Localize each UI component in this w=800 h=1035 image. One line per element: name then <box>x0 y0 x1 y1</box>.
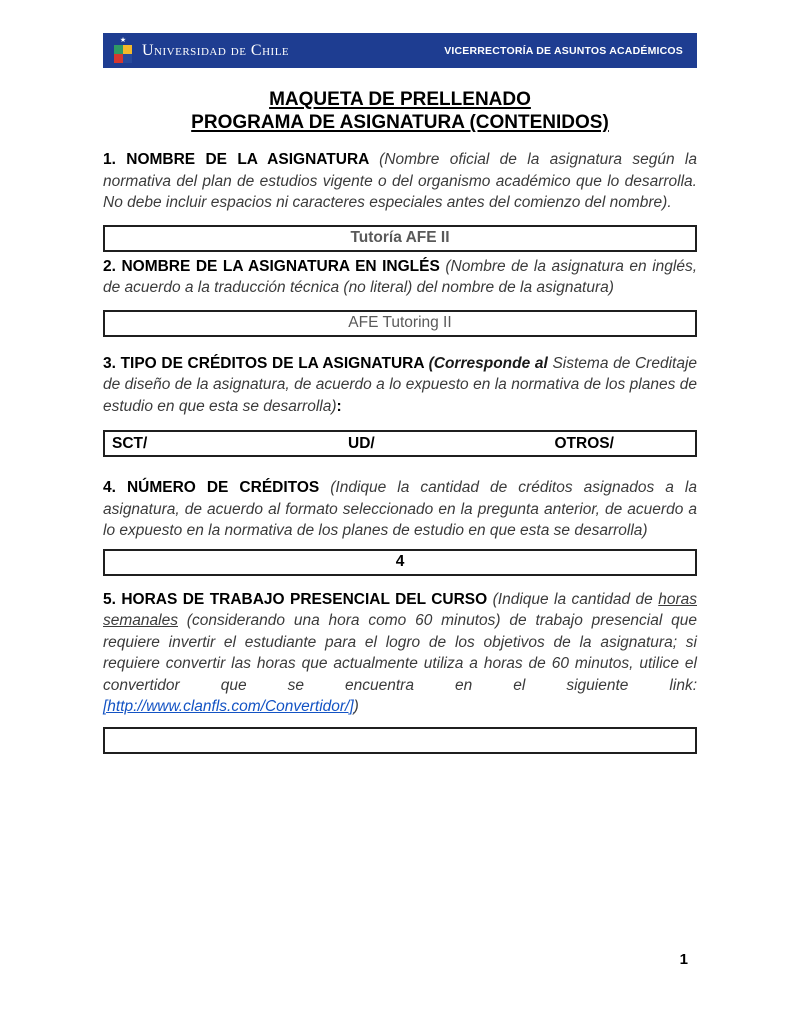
section-1-label <box>103 149 697 214</box>
section-3-label <box>103 353 697 418</box>
section-5-label <box>103 589 697 718</box>
header-bar <box>103 33 697 68</box>
section-3-description: Sistema de Creditaje de diseño de la asignatura, de acuerdo a lo expuesto en la normativa de los planes de estudio en que esta se desarrolla) <box>103 354 698 415</box>
section-4-label <box>103 477 697 542</box>
credit-cell-otros[interactable]: OTROS/ <box>554 434 614 452</box>
answer-value: AFE Tutoring II <box>348 314 452 331</box>
document-title <box>103 88 697 134</box>
university-name: Universidad de Chile <box>142 41 290 59</box>
crest-shield-icon <box>114 45 132 63</box>
answer-value: 4 <box>395 553 405 570</box>
credit-cell-ud[interactable]: UD/ <box>348 434 375 452</box>
university-crest-icon <box>113 37 133 63</box>
answer-field-numero-creditos[interactable] <box>103 549 697 576</box>
section-5-heading: 5. HORAS DE TRABAJO PRESENCIAL DEL CURSO <box>103 590 493 608</box>
convertidor-link[interactable]: [http://www.clanfls.com/Convertidor/] <box>103 698 354 715</box>
answer-field-nombre-asignatura[interactable] <box>103 225 697 252</box>
section-3-colon: : <box>336 397 342 415</box>
section-3-description-bold: (Corresponde al <box>428 354 553 372</box>
answer-value: Tutoría AFE II <box>350 229 450 246</box>
section-4-heading: 4. NÚMERO DE CRÉDITOS <box>103 479 331 496</box>
section-1-description: (Nombre oficial de la asignatura según la normativa del plan de estudios vigente o del organismo académico que lo desarrolla. No debe incluir espacios ni caracteres especiales antes del comienzo del nombre). <box>103 151 697 211</box>
section-5-description-part2: (considerando una hora como 60 minutos) de trabajo presencial que requiere invertir el estudiante para el logro de los objetivos de la asignatura; si requiere convertir las horas que actualmente utiliza a horas de 60 minutos, utilice el convertidor que se encuentra en el siguiente link: <box>103 612 697 694</box>
section-4-description: (Indique la cantidad de créditos asignados a la asignatura, de acuerdo al formato seleccionado en la pregunta anterior, de acuerdo a lo expuesto en la normativa de los planes de estudio en que esta se desarrolla) <box>103 479 697 539</box>
section-2-label <box>103 256 697 299</box>
document-title-line1: MAQUETA DE PRELLENADO <box>269 89 531 110</box>
office-name: VICERRECTORÍA DE ASUNTOS ACADÉMICOS <box>444 44 683 57</box>
answer-field-nombre-ingles[interactable] <box>103 310 697 337</box>
section-5-description-part1: (Indique la cantidad de <box>492 590 659 608</box>
section-5-underlined-phrase: horas semanales <box>103 590 697 629</box>
university-logo-lockup <box>113 36 290 63</box>
document-title-line2: PROGRAMA DE ASIGNATURA (CONTENIDOS) <box>191 112 609 133</box>
section-5-description-close: ) <box>353 698 359 715</box>
section-2-heading: 2. NOMBRE DE LA ASIGNATURA EN INGLÉS <box>103 257 446 275</box>
page-number: 1 <box>679 951 688 968</box>
answer-field-tipo-creditos[interactable] <box>103 430 697 457</box>
section-3-heading: 3. TIPO DE CRÉDITOS DE LA ASIGNATURA <box>103 354 429 372</box>
answer-field-horas-presenciales[interactable] <box>103 727 697 754</box>
star-icon: ★ <box>119 36 127 44</box>
section-2-description: (Nombre de la asignatura en inglés, de acuerdo a la traducción técnica (no literal) del nombre de la asignatura) <box>103 257 697 296</box>
section-1-heading: 1. NOMBRE DE LA ASIGNATURA <box>103 151 380 168</box>
credit-cell-sct[interactable]: SCT/ <box>112 434 148 452</box>
